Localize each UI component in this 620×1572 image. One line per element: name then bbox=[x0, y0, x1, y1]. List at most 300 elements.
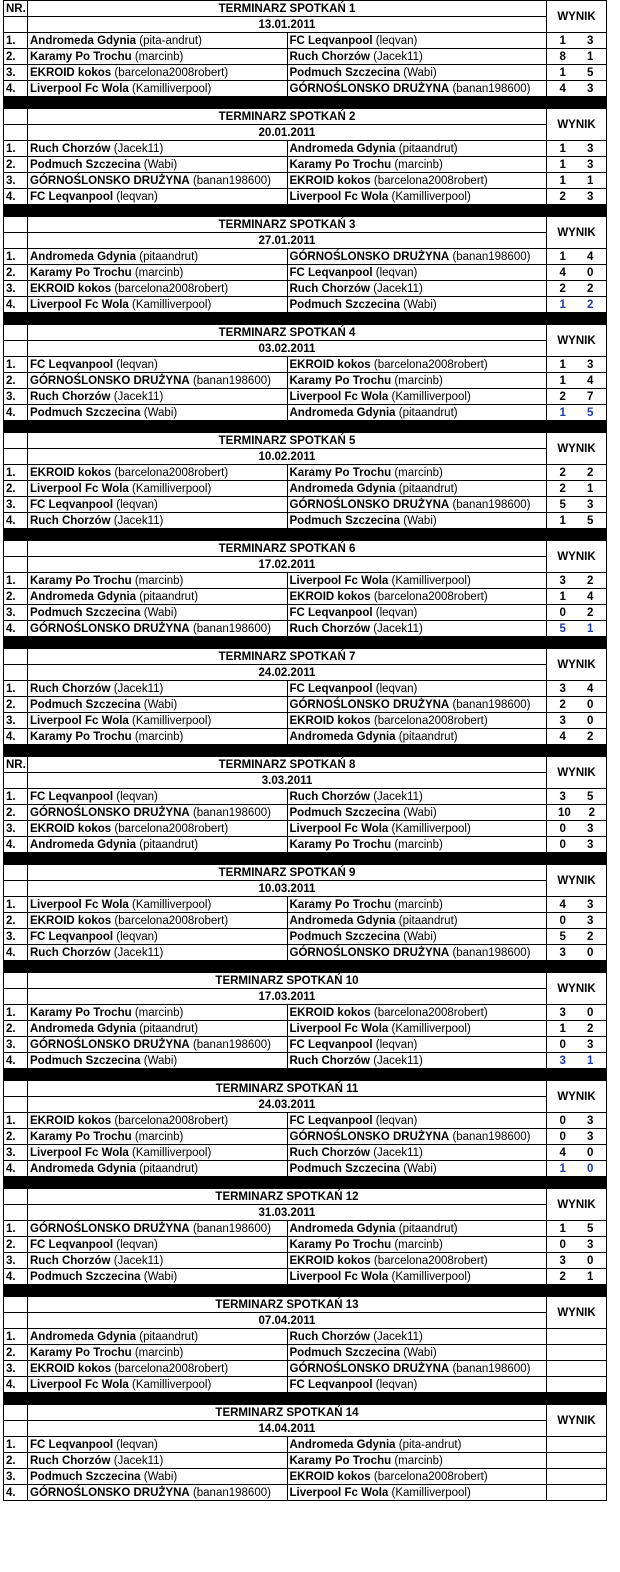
match-number: 4. bbox=[4, 945, 28, 961]
round-separator bbox=[3, 421, 607, 432]
away-team-cell bbox=[287, 1037, 547, 1053]
match-number: 4. bbox=[4, 621, 28, 637]
home-score: 0 bbox=[559, 1038, 566, 1051]
home-team-cell bbox=[28, 1469, 288, 1485]
match-row bbox=[4, 1037, 607, 1053]
away-score: 2 bbox=[587, 730, 594, 743]
away-score: 0 bbox=[587, 1254, 594, 1267]
away-team-cell bbox=[287, 713, 547, 729]
match-number: 2. bbox=[4, 697, 28, 713]
nr-empty bbox=[4, 773, 28, 789]
away-team-cell bbox=[287, 497, 547, 513]
match-row bbox=[4, 65, 607, 81]
away-team-cell bbox=[287, 81, 547, 97]
round-date: 17.03.2011 bbox=[28, 989, 547, 1005]
home-team: Karamy Po Trochu bbox=[30, 1006, 132, 1019]
away-team: FC Leqvanpool bbox=[289, 1114, 373, 1127]
match-row bbox=[4, 33, 607, 49]
score-cell bbox=[547, 573, 607, 589]
match-number: 2. bbox=[4, 49, 28, 65]
home-owner: (banan198600) bbox=[192, 374, 271, 387]
away-team: GÓRNOŚLONSKO DRUŻYNA bbox=[289, 1362, 450, 1375]
match-row bbox=[4, 281, 607, 297]
home-team: Ruch Chorzów bbox=[30, 1254, 111, 1267]
away-score: 4 bbox=[587, 590, 594, 603]
home-score: 1 bbox=[559, 514, 566, 527]
round-title bbox=[28, 757, 547, 773]
home-team: GÓRNOŚLONSKO DRUŻYNA bbox=[30, 174, 190, 187]
away-score: 2 bbox=[587, 1022, 594, 1035]
home-team: GÓRNOŚLONSKO DRUŻYNA bbox=[30, 806, 190, 819]
round-header-row bbox=[4, 865, 607, 881]
home-score: 0 bbox=[559, 914, 566, 927]
score-cell bbox=[547, 1269, 607, 1285]
score-cell bbox=[547, 605, 607, 621]
home-owner: (Jacek11) bbox=[113, 946, 164, 959]
round-separator bbox=[3, 1285, 607, 1296]
home-owner: (Kamilliverpool) bbox=[132, 82, 212, 95]
match-row bbox=[4, 1345, 607, 1361]
away-score: 1 bbox=[587, 1270, 594, 1283]
home-team-cell bbox=[28, 821, 288, 837]
away-score: 0 bbox=[587, 1146, 594, 1159]
away-owner: (barcelona2008robert) bbox=[373, 590, 488, 603]
home-team-cell bbox=[28, 373, 288, 389]
round-title-prefix: TERMINARZ SPOTKAŃ bbox=[215, 1190, 343, 1203]
away-owner: (Wabi) bbox=[403, 514, 437, 527]
home-owner: (barcelona2008robert) bbox=[114, 914, 229, 927]
away-team-cell bbox=[287, 265, 547, 281]
round-separator bbox=[3, 853, 607, 864]
away-owner: (marcinb) bbox=[394, 838, 443, 851]
home-owner: (marcinb) bbox=[134, 574, 184, 587]
away-owner: (marcinb) bbox=[394, 1238, 443, 1251]
home-team-cell bbox=[28, 357, 288, 373]
round-number: 4 bbox=[348, 326, 356, 339]
away-team-cell bbox=[287, 481, 547, 497]
away-owner: (barcelona2008robert) bbox=[373, 1470, 488, 1483]
round-title-prefix: TERMINARZ SPOTKAŃ bbox=[215, 1082, 343, 1095]
away-team: Karamy Po Trochu bbox=[289, 898, 392, 911]
away-team: Ruch Chorzów bbox=[289, 1146, 370, 1159]
match-number: 1. bbox=[4, 1221, 28, 1237]
round-number: 13 bbox=[345, 1298, 359, 1311]
home-score: 1 bbox=[559, 142, 566, 155]
away-score: 3 bbox=[587, 1114, 594, 1127]
home-owner: (Wabi) bbox=[143, 406, 178, 419]
away-team-cell bbox=[287, 913, 547, 929]
away-team-cell bbox=[287, 157, 547, 173]
home-score: 1 bbox=[559, 358, 566, 371]
away-team: EKROID kokos bbox=[289, 590, 371, 603]
away-team: Ruch Chorzów bbox=[289, 790, 370, 803]
round-header-row bbox=[4, 1405, 607, 1421]
home-team-cell bbox=[28, 605, 288, 621]
round-date: 24.02.2011 bbox=[28, 665, 547, 681]
home-team: FC Leqvanpool bbox=[30, 190, 114, 203]
score-cell bbox=[547, 913, 607, 929]
score-cell bbox=[547, 729, 607, 745]
home-team: Andromeda Gdynia bbox=[30, 250, 137, 263]
away-team-cell bbox=[287, 1377, 547, 1393]
away-owner: (pitaandrut) bbox=[398, 406, 458, 419]
home-score: 1 bbox=[559, 1222, 566, 1235]
away-team-cell bbox=[287, 789, 547, 805]
match-row bbox=[4, 1485, 607, 1501]
home-team-cell bbox=[28, 1345, 288, 1361]
away-team-cell bbox=[287, 141, 547, 157]
home-score: 1 bbox=[559, 374, 566, 387]
home-team-cell bbox=[28, 1129, 288, 1145]
score-cell bbox=[547, 897, 607, 913]
home-owner: (leqvan) bbox=[116, 498, 158, 511]
away-team: GÓRNOŚLONSKO DRUŻYNA bbox=[289, 498, 450, 511]
round-date-row bbox=[4, 1205, 607, 1221]
round-header-row bbox=[4, 1, 607, 17]
score-cell bbox=[547, 189, 607, 205]
score-cell bbox=[547, 697, 607, 713]
home-owner: (Kamilliverpool) bbox=[132, 1378, 212, 1391]
nr-empty bbox=[4, 341, 28, 357]
round-title bbox=[28, 1189, 547, 1205]
round-table bbox=[3, 216, 607, 313]
home-owner: (marcinb) bbox=[134, 50, 184, 63]
round-date: 31.03.2011 bbox=[28, 1205, 547, 1221]
home-owner: (pitaandrut) bbox=[139, 1022, 199, 1035]
match-row bbox=[4, 1113, 607, 1129]
away-team: Podmuch Szczecina bbox=[289, 1346, 401, 1359]
score-cell bbox=[547, 681, 607, 697]
match-row bbox=[4, 897, 607, 913]
score-cell bbox=[547, 141, 607, 157]
round-title-prefix: TERMINARZ SPOTKAŃ bbox=[218, 758, 346, 771]
home-team: FC Leqvanpool bbox=[30, 1438, 114, 1451]
home-score: 2 bbox=[559, 698, 566, 711]
home-team: EKROID kokos bbox=[30, 1114, 112, 1127]
schedule-document bbox=[3, 0, 607, 1501]
match-number: 3. bbox=[4, 281, 28, 297]
home-team-cell bbox=[28, 1053, 288, 1069]
home-team-cell bbox=[28, 173, 288, 189]
home-owner: (Wabi) bbox=[143, 698, 178, 711]
round-number: 6 bbox=[348, 542, 356, 555]
match-row bbox=[4, 1253, 607, 1269]
score-cell bbox=[547, 497, 607, 513]
away-team: EKROID kokos bbox=[289, 174, 371, 187]
away-team-cell bbox=[287, 945, 547, 961]
away-team-cell bbox=[287, 465, 547, 481]
home-score: 1 bbox=[559, 158, 566, 171]
match-number: 3. bbox=[4, 1469, 28, 1485]
nr-empty bbox=[4, 881, 28, 897]
away-team: Karamy Po Trochu bbox=[289, 374, 392, 387]
home-team: Podmuch Szczecina bbox=[30, 158, 141, 171]
away-owner: (Jacek11) bbox=[373, 790, 423, 803]
away-team-cell bbox=[287, 297, 547, 313]
match-number: 2. bbox=[4, 805, 28, 821]
match-number: 1. bbox=[4, 33, 28, 49]
away-team-cell bbox=[287, 173, 547, 189]
home-team: FC Leqvanpool bbox=[30, 1238, 114, 1251]
home-owner: (pitaandrut) bbox=[139, 1162, 199, 1175]
away-owner: (pitaandrut) bbox=[398, 142, 458, 155]
home-owner: (pitaandrut) bbox=[139, 250, 199, 263]
nr-empty bbox=[4, 17, 28, 33]
score-cell bbox=[547, 513, 607, 529]
round-date-row bbox=[4, 665, 607, 681]
match-number: 2. bbox=[4, 913, 28, 929]
nr-header bbox=[4, 109, 28, 125]
home-score: 5 bbox=[559, 930, 566, 943]
round-title bbox=[28, 433, 547, 449]
away-score: 3 bbox=[587, 898, 594, 911]
away-team: Podmuch Szczecina bbox=[289, 514, 401, 527]
away-team: Podmuch Szczecina bbox=[289, 930, 401, 943]
away-score: 0 bbox=[587, 1006, 594, 1019]
round-number: 8 bbox=[348, 758, 356, 771]
away-owner: (pita-andrut) bbox=[398, 1438, 462, 1451]
away-team: Liverpool Fc Wola bbox=[289, 822, 389, 835]
away-team: Andromeda Gdynia bbox=[289, 1222, 396, 1235]
score-cell bbox=[547, 1345, 607, 1361]
round-table bbox=[3, 1080, 607, 1177]
away-team: Podmuch Szczecina bbox=[289, 1162, 401, 1175]
away-team-cell bbox=[287, 1329, 547, 1345]
home-team-cell bbox=[28, 49, 288, 65]
away-team-cell bbox=[287, 729, 547, 745]
away-score: 3 bbox=[587, 1038, 594, 1051]
round-title-prefix: TERMINARZ SPOTKAŃ bbox=[218, 542, 346, 555]
home-owner: (leqvan) bbox=[116, 1438, 158, 1451]
score-cell bbox=[547, 1453, 607, 1469]
match-row bbox=[4, 157, 607, 173]
home-team-cell bbox=[28, 389, 288, 405]
nr-header bbox=[4, 541, 28, 557]
match-number: 4. bbox=[4, 297, 28, 313]
wynik-header: WYNIK bbox=[547, 109, 607, 141]
away-owner: (Jacek11) bbox=[373, 1330, 423, 1343]
match-row bbox=[4, 589, 607, 605]
score-cell bbox=[547, 1469, 607, 1485]
match-row bbox=[4, 1377, 607, 1393]
home-team-cell bbox=[28, 405, 288, 421]
away-owner: (Kamilliverpool) bbox=[391, 822, 471, 835]
match-number: 4. bbox=[4, 837, 28, 853]
nr-empty bbox=[4, 449, 28, 465]
score-cell bbox=[547, 1129, 607, 1145]
away-team-cell bbox=[287, 513, 547, 529]
away-score: 3 bbox=[587, 190, 594, 203]
match-row bbox=[4, 373, 607, 389]
home-team: Andromeda Gdynia bbox=[30, 838, 137, 851]
home-team-cell bbox=[28, 513, 288, 529]
match-number: 4. bbox=[4, 81, 28, 97]
away-team: Liverpool Fc Wola bbox=[289, 1022, 389, 1035]
score-cell bbox=[547, 281, 607, 297]
home-score: 4 bbox=[559, 266, 566, 279]
away-team-cell bbox=[287, 1145, 547, 1161]
away-team-cell bbox=[287, 49, 547, 65]
round-title-prefix: TERMINARZ SPOTKAŃ bbox=[218, 110, 346, 123]
away-score: 1 bbox=[587, 50, 594, 63]
home-team-cell bbox=[28, 713, 288, 729]
home-owner: (Wabi) bbox=[143, 1470, 178, 1483]
match-row bbox=[4, 681, 607, 697]
away-owner: (banan198600) bbox=[452, 698, 531, 711]
round-title-prefix: TERMINARZ SPOTKAŃ bbox=[215, 974, 343, 987]
round-date: 27.01.2011 bbox=[28, 233, 547, 249]
home-team-cell bbox=[28, 465, 288, 481]
away-team: GÓRNOŚLONSKO DRUŻYNA bbox=[289, 250, 450, 263]
away-score: 2 bbox=[587, 282, 594, 295]
home-team-cell bbox=[28, 1005, 288, 1021]
round-header-row bbox=[4, 541, 607, 557]
match-number: 2. bbox=[4, 481, 28, 497]
home-team-cell bbox=[28, 1361, 288, 1377]
away-team-cell bbox=[287, 189, 547, 205]
away-owner: (barcelona2008robert) bbox=[373, 1006, 488, 1019]
home-team: Karamy Po Trochu bbox=[30, 574, 132, 587]
home-team-cell bbox=[28, 1453, 288, 1469]
nr-header bbox=[4, 973, 28, 989]
round-title-prefix: TERMINARZ SPOTKAŃ bbox=[218, 2, 346, 15]
away-team-cell bbox=[287, 821, 547, 837]
home-team: Ruch Chorzów bbox=[30, 142, 111, 155]
match-row bbox=[4, 1437, 607, 1453]
away-owner: (banan198600) bbox=[452, 1362, 531, 1375]
match-number: 4. bbox=[4, 513, 28, 529]
home-owner: (banan198600) bbox=[192, 622, 271, 635]
round-number: 12 bbox=[345, 1190, 359, 1203]
home-team: Andromeda Gdynia bbox=[30, 1162, 137, 1175]
match-row bbox=[4, 357, 607, 373]
round-separator bbox=[3, 1069, 607, 1080]
match-row bbox=[4, 1237, 607, 1253]
match-number: 1. bbox=[4, 1437, 28, 1453]
match-row bbox=[4, 189, 607, 205]
round-date: 24.03.2011 bbox=[28, 1097, 547, 1113]
match-row bbox=[4, 929, 607, 945]
round-number: 11 bbox=[346, 1082, 359, 1095]
away-owner: (leqvan) bbox=[375, 682, 418, 695]
home-score: 5 bbox=[559, 498, 566, 511]
home-score: 8 bbox=[559, 50, 566, 63]
home-team: Liverpool Fc Wola bbox=[30, 898, 129, 911]
round-title bbox=[28, 325, 547, 341]
match-number: 3. bbox=[4, 497, 28, 513]
match-number: 1. bbox=[4, 897, 28, 913]
round-date: 10.03.2011 bbox=[28, 881, 547, 897]
match-number: 1. bbox=[4, 1113, 28, 1129]
away-score: 2 bbox=[588, 806, 596, 819]
score-cell bbox=[547, 621, 607, 637]
away-score: 3 bbox=[587, 34, 594, 47]
home-team: Karamy Po Trochu bbox=[30, 266, 132, 279]
home-owner: (pitaandrut) bbox=[139, 838, 199, 851]
round-table bbox=[3, 0, 607, 97]
away-team-cell bbox=[287, 1237, 547, 1253]
away-team-cell bbox=[287, 33, 547, 49]
home-team-cell bbox=[28, 1037, 288, 1053]
match-row bbox=[4, 697, 607, 713]
away-owner: (Kamilliverpool) bbox=[391, 574, 471, 587]
away-team-cell bbox=[287, 1005, 547, 1021]
away-team: FC Leqvanpool bbox=[289, 266, 373, 279]
away-team-cell bbox=[287, 589, 547, 605]
round-date-row bbox=[4, 773, 607, 789]
home-team: Podmuch Szczecina bbox=[30, 1470, 141, 1483]
away-score: 3 bbox=[587, 1238, 594, 1251]
match-number: 4. bbox=[4, 1161, 28, 1177]
home-owner: (leqvan) bbox=[116, 930, 158, 943]
nr-header bbox=[4, 217, 28, 233]
home-score: 2 bbox=[559, 282, 566, 295]
away-owner: (marcinb) bbox=[394, 466, 443, 479]
round-separator bbox=[3, 313, 607, 324]
match-row bbox=[4, 141, 607, 157]
score-cell bbox=[547, 589, 607, 605]
round-separator bbox=[3, 1177, 607, 1188]
home-owner: (barcelona2008robert) bbox=[114, 66, 229, 79]
match-number: 1. bbox=[4, 1005, 28, 1021]
home-team-cell bbox=[28, 697, 288, 713]
round-number: 14 bbox=[345, 1406, 359, 1419]
away-team: Liverpool Fc Wola bbox=[289, 190, 389, 203]
home-team: FC Leqvanpool bbox=[30, 498, 114, 511]
round-title-prefix: TERMINARZ SPOTKAŃ bbox=[218, 326, 346, 339]
home-owner: (barcelona2008robert) bbox=[114, 282, 229, 295]
home-score: 2 bbox=[559, 190, 566, 203]
match-number: 1. bbox=[4, 465, 28, 481]
match-row bbox=[4, 265, 607, 281]
home-score: 1 bbox=[559, 406, 566, 419]
home-team: Andromeda Gdynia bbox=[30, 1022, 137, 1035]
home-owner: (marcinb) bbox=[134, 1006, 184, 1019]
match-row bbox=[4, 1053, 607, 1069]
score-cell bbox=[547, 805, 607, 821]
round-date: 10.02.2011 bbox=[28, 449, 547, 465]
score-cell bbox=[547, 1145, 607, 1161]
round-title bbox=[28, 1, 547, 17]
round-table bbox=[3, 972, 607, 1069]
away-score: 5 bbox=[587, 514, 594, 527]
match-number: 3. bbox=[4, 389, 28, 405]
away-owner: (marcinb) bbox=[394, 898, 443, 911]
home-team-cell bbox=[28, 897, 288, 913]
away-team: Ruch Chorzów bbox=[289, 50, 370, 63]
away-score: 2 bbox=[587, 930, 594, 943]
home-score: 3 bbox=[559, 1006, 566, 1019]
away-team: Andromeda Gdynia bbox=[289, 1438, 396, 1451]
home-score: 5 bbox=[559, 622, 566, 635]
home-score: 1 bbox=[559, 174, 566, 187]
round-title bbox=[28, 973, 547, 989]
home-team: GÓRNOŚLONSKO DRUŻYNA bbox=[30, 1486, 190, 1499]
match-number: 3. bbox=[4, 65, 28, 81]
away-owner: (Jacek11) bbox=[373, 1054, 423, 1067]
match-row bbox=[4, 837, 607, 853]
away-team: Karamy Po Trochu bbox=[289, 838, 392, 851]
score-cell bbox=[547, 405, 607, 421]
round-number: 7 bbox=[348, 650, 356, 663]
home-team: Liverpool Fc Wola bbox=[30, 482, 129, 495]
match-number: 2. bbox=[4, 589, 28, 605]
round-table bbox=[3, 1296, 607, 1393]
round-header-row bbox=[4, 433, 607, 449]
home-score: 0 bbox=[559, 1114, 566, 1127]
round-date-row bbox=[4, 989, 607, 1005]
score-cell bbox=[547, 465, 607, 481]
